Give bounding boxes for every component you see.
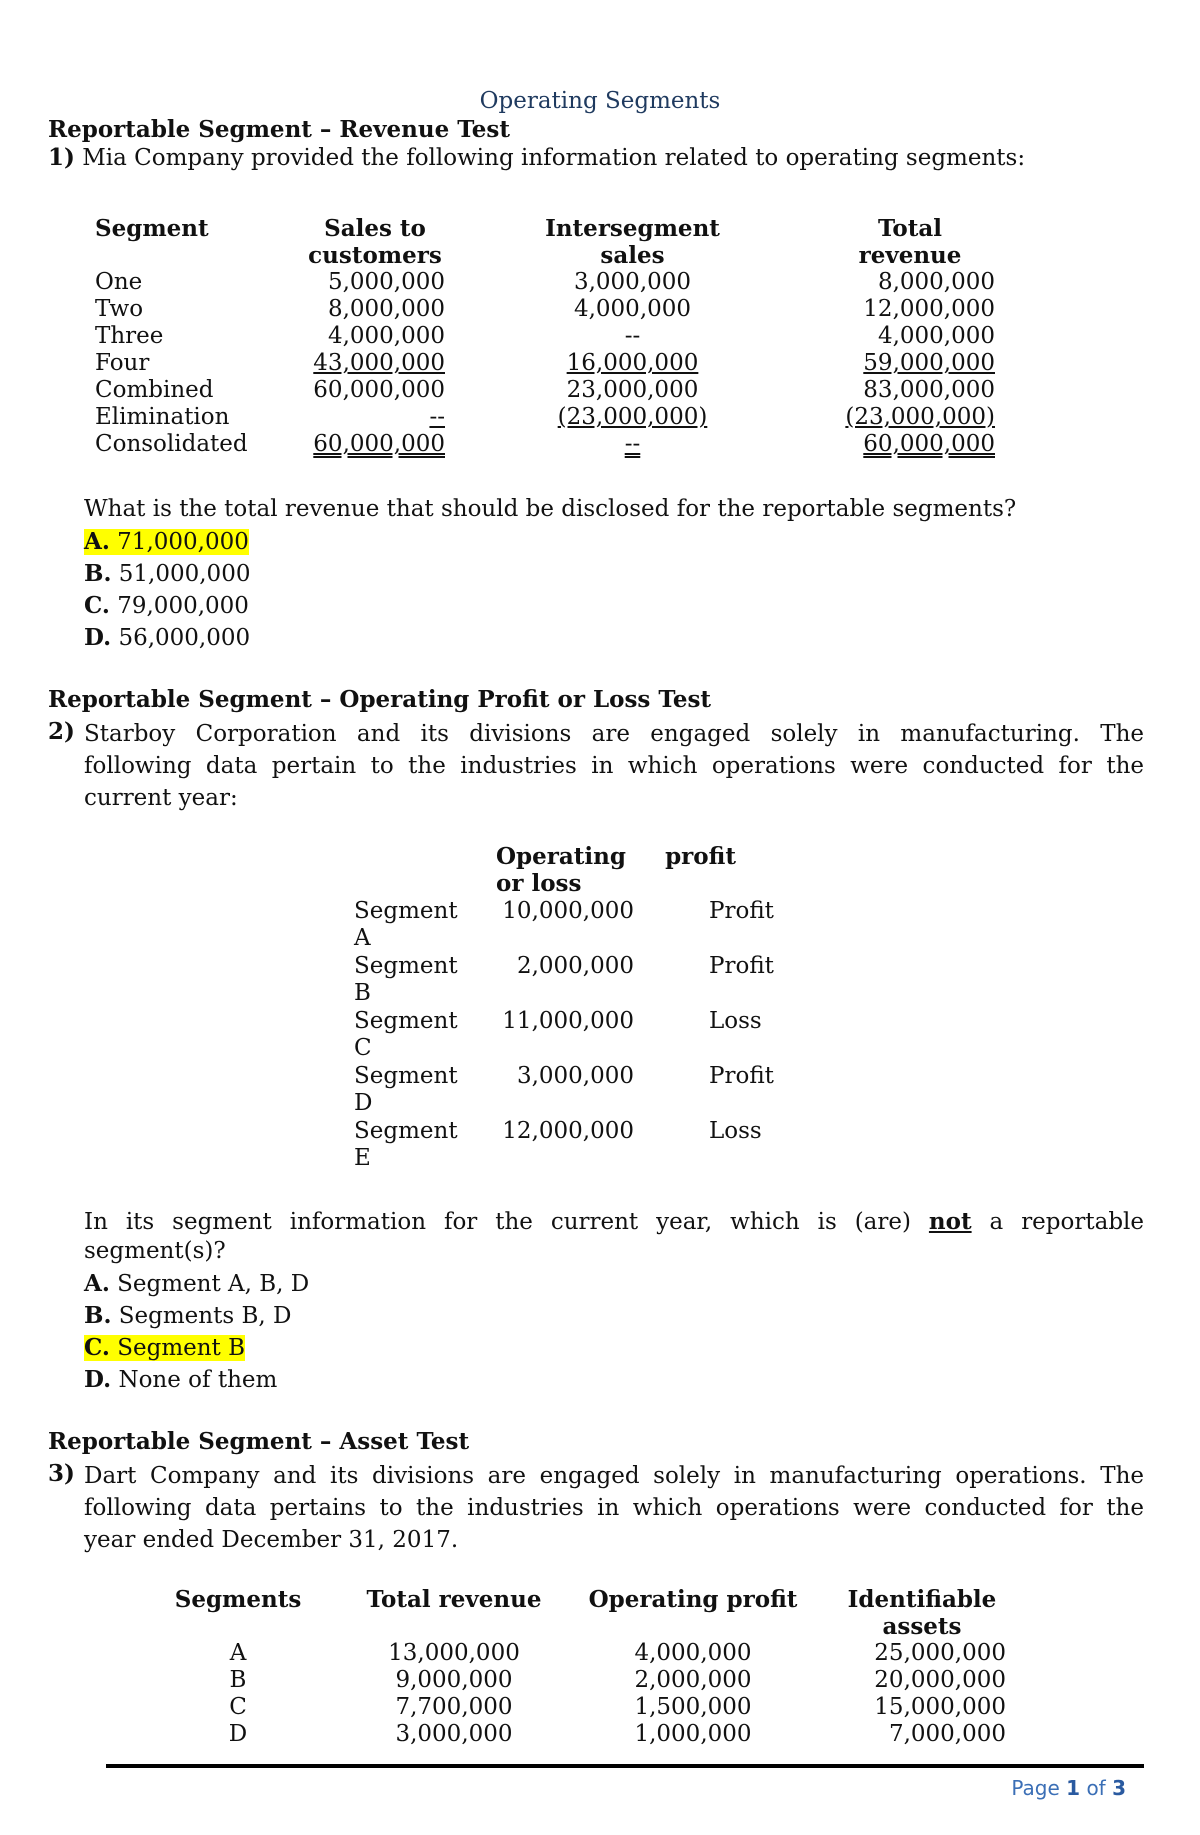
q3-cell-assets: 20,000,000 bbox=[874, 1667, 1006, 1693]
q1-cell-total: 4,000,000 bbox=[877, 323, 995, 349]
q3-col-assets: Identifiable assets bbox=[847, 1586, 997, 1640]
q1-cell-sales: 60,000,000 bbox=[313, 377, 445, 403]
q2-table bbox=[354, 898, 829, 1173]
footer-divider bbox=[106, 1764, 1144, 1768]
q2-cell-segment: Segment bbox=[354, 1063, 458, 1089]
q2-cell-type: Profit bbox=[709, 953, 774, 979]
q2-number bbox=[48, 718, 75, 745]
q1-cell-inter: 3,000,000 bbox=[573, 269, 692, 295]
option-text: Segments B, D bbox=[118, 1303, 292, 1329]
q2-cell-amount: 11,000,000 bbox=[502, 1008, 634, 1034]
q1-cell-total: (23,000,000) bbox=[845, 404, 995, 430]
q1-cell-total: 59,000,000 bbox=[863, 350, 995, 376]
q3-cell-assets: 15,000,000 bbox=[874, 1694, 1006, 1720]
q2-cell-segment: Segment bbox=[354, 1118, 458, 1144]
option-text: 79,000,000 bbox=[117, 593, 249, 619]
q1-cell-inter: 23,000,000 bbox=[566, 377, 699, 403]
q1-col-sales: Sales to customers bbox=[308, 215, 442, 269]
q3-cell-assets: 7,000,000 bbox=[888, 1721, 1006, 1747]
q3-cell-segment: C bbox=[229, 1694, 247, 1720]
option-letter: A. bbox=[84, 528, 110, 555]
table-row bbox=[95, 296, 995, 323]
q2-col-header: Operating profit or loss bbox=[496, 843, 736, 897]
table-row bbox=[95, 350, 995, 377]
table-row bbox=[95, 431, 995, 458]
q2-cell-segment-letter: E bbox=[354, 1145, 371, 1171]
q1-cell-inter: 4,000,000 bbox=[573, 296, 692, 322]
q2-cell-segment-letter: D bbox=[354, 1090, 373, 1116]
q2-text-line3: current year: bbox=[84, 785, 238, 811]
q1-table bbox=[95, 215, 995, 458]
q1-cell-segment: Two bbox=[95, 296, 144, 322]
q1-cell-sales: 4,000,000 bbox=[327, 323, 445, 349]
option-text: Segment B bbox=[117, 1335, 246, 1361]
q3-cell-profit: 1,000,000 bbox=[634, 1721, 752, 1747]
table-row bbox=[354, 898, 829, 953]
table-row bbox=[95, 323, 995, 350]
q3-cell-segment: D bbox=[228, 1721, 248, 1747]
q1-option-d[interactable] bbox=[84, 624, 250, 651]
table-row bbox=[95, 377, 995, 404]
table-row bbox=[354, 1118, 829, 1173]
q3-heading: Reportable Segment – Asset Test bbox=[48, 1428, 470, 1455]
q2-question-line2: segment(s)? bbox=[84, 1238, 226, 1264]
q2-cell-amount: 10,000,000 bbox=[502, 898, 634, 924]
page-number bbox=[1011, 1776, 1126, 1800]
q1-cell-inter: -- bbox=[624, 323, 641, 349]
q1-col-inter: Intersegment sales bbox=[545, 215, 720, 269]
q1-prompt bbox=[48, 144, 1025, 171]
q1-cell-sales: 8,000,000 bbox=[327, 296, 445, 322]
q3-number bbox=[48, 1460, 75, 1487]
q1-cell-segment: Elimination bbox=[95, 404, 230, 430]
option-letter: A. bbox=[84, 1270, 110, 1297]
option-letter: C. bbox=[84, 592, 110, 619]
q2-heading: Reportable Segment – Operating Profit or Loss Test bbox=[48, 686, 712, 713]
table-row bbox=[354, 1008, 829, 1063]
q1-cell-inter: (23,000,000) bbox=[557, 404, 708, 430]
q2-cell-type: Profit bbox=[709, 1063, 774, 1089]
q2-cell-segment-letter: B bbox=[354, 980, 371, 1006]
table-row bbox=[95, 269, 995, 296]
option-text: 51,000,000 bbox=[118, 561, 251, 587]
q2-cell-segment: Segment bbox=[354, 898, 458, 924]
q2-text-line2: following data pertain to the industries in which operations were conducted for the bbox=[84, 753, 1144, 779]
q2-cell-type: Profit bbox=[709, 898, 774, 924]
option-letter: C. bbox=[84, 1334, 110, 1361]
page-title: Operating Segments bbox=[479, 88, 721, 114]
option-letter: D. bbox=[84, 624, 112, 651]
q1-cell-sales: 60,000,000 bbox=[313, 431, 445, 457]
q3-cell-revenue: 3,000,000 bbox=[395, 1721, 513, 1747]
q3-cell-revenue: 7,700,000 bbox=[395, 1694, 513, 1720]
option-text: 71,000,000 bbox=[117, 529, 249, 555]
q3-cell-segment: B bbox=[229, 1667, 247, 1693]
q3-text-line1: Dart Company and its divisions are engaged solely in manufacturing operations. The bbox=[84, 1463, 1144, 1489]
q1-cell-total: 8,000,000 bbox=[877, 269, 995, 295]
q3-cell-profit: 4,000,000 bbox=[634, 1640, 752, 1666]
table-row bbox=[354, 953, 829, 1008]
q2-option-d[interactable] bbox=[84, 1366, 277, 1393]
q1-option-b[interactable] bbox=[84, 560, 250, 587]
q1-text: Mia Company provided the following information related to operating segments: bbox=[82, 145, 1026, 171]
q1-cell-total: 83,000,000 bbox=[863, 377, 995, 403]
q3-num: 3) bbox=[48, 1460, 75, 1487]
q3-col-segments: Segments bbox=[174, 1586, 302, 1613]
q3-cell-segment: A bbox=[229, 1640, 247, 1666]
q2-num: 2) bbox=[48, 718, 75, 745]
q1-cell-segment: Four bbox=[95, 350, 150, 376]
option-text: None of them bbox=[118, 1367, 278, 1393]
q1-cell-segment: Three bbox=[95, 323, 164, 349]
table-row bbox=[160, 1640, 1006, 1667]
q3-cell-profit: 1,500,000 bbox=[634, 1694, 752, 1720]
q2-cell-amount: 12,000,000 bbox=[502, 1118, 634, 1144]
q1-cell-total: 12,000,000 bbox=[863, 296, 995, 322]
table-row bbox=[160, 1721, 1006, 1748]
q2-question-part-a: In its segment information for the current year, which is (are) bbox=[84, 1209, 911, 1235]
q3-cell-revenue: 13,000,000 bbox=[388, 1640, 520, 1666]
q1-col-total: Total revenue bbox=[858, 215, 962, 269]
q2-option-c[interactable] bbox=[84, 1334, 245, 1361]
q2-text-line1: Starboy Corporation and its divisions are engaged solely in manufacturing. The bbox=[84, 721, 1144, 747]
q1-cell-inter: -- bbox=[624, 431, 641, 457]
q3-col-revenue: Total revenue bbox=[366, 1586, 542, 1613]
footer-of-word: of bbox=[1086, 1776, 1106, 1800]
q1-cell-segment: Combined bbox=[95, 377, 214, 403]
option-letter: B. bbox=[84, 560, 112, 587]
table-row bbox=[160, 1694, 1006, 1721]
footer-page-total: 3 bbox=[1112, 1776, 1126, 1800]
q1-col-segment: Segment bbox=[95, 215, 209, 242]
q2-question-part-b: a reportable bbox=[989, 1209, 1145, 1235]
q2-option-b[interactable] bbox=[84, 1302, 291, 1329]
option-text: 56,000,000 bbox=[118, 625, 251, 651]
q1-cell-segment: One bbox=[95, 269, 143, 295]
q1-cell-sales: -- bbox=[429, 404, 445, 430]
q1-cell-inter: 16,000,000 bbox=[566, 350, 699, 376]
q2-cell-segment-letter: A bbox=[354, 925, 371, 951]
q3-col-profit: Operating profit bbox=[588, 1586, 798, 1613]
footer-page-current: 1 bbox=[1066, 1776, 1081, 1800]
q1-heading: Reportable Segment – Revenue Test bbox=[48, 116, 510, 143]
q2-option-a[interactable] bbox=[84, 1270, 309, 1297]
q1-cell-sales: 43,000,000 bbox=[313, 350, 445, 376]
q2-question-line1 bbox=[84, 1206, 1144, 1238]
q3-cell-profit: 2,000,000 bbox=[634, 1667, 752, 1693]
option-text: Segment A, B, D bbox=[117, 1271, 310, 1297]
table-row bbox=[354, 1063, 829, 1118]
q3-cell-revenue: 9,000,000 bbox=[395, 1667, 513, 1693]
table-row bbox=[160, 1667, 1006, 1694]
q3-cell-assets: 25,000,000 bbox=[874, 1640, 1006, 1666]
q1-number: 1) bbox=[48, 144, 75, 171]
q3-table bbox=[160, 1586, 1006, 1748]
q2-cell-segment: Segment bbox=[354, 953, 458, 979]
q3-text-line2: following data pertains to the industries in which operations were conducted for the bbox=[84, 1495, 1144, 1521]
option-letter: D. bbox=[84, 1366, 112, 1393]
q1-cell-total: 60,000,000 bbox=[863, 431, 995, 457]
table-row bbox=[95, 404, 995, 431]
q2-cell-type: Loss bbox=[709, 1008, 762, 1034]
q2-cell-amount: 2,000,000 bbox=[516, 953, 634, 979]
q1-option-c[interactable] bbox=[84, 592, 249, 619]
option-letter: B. bbox=[84, 1302, 112, 1329]
footer-page-word: Page bbox=[1011, 1776, 1060, 1800]
q1-question: What is the total revenue that should be disclosed for the reportable segments? bbox=[84, 496, 1017, 522]
q2-cell-segment: Segment bbox=[354, 1008, 458, 1034]
q2-cell-amount: 3,000,000 bbox=[516, 1063, 634, 1089]
q2-cell-segment-letter: C bbox=[354, 1035, 372, 1061]
q2-cell-type: Loss bbox=[709, 1118, 762, 1144]
q3-text-line3: year ended December 31, 2017. bbox=[84, 1527, 459, 1553]
q1-option-a[interactable] bbox=[84, 528, 249, 555]
q1-cell-segment: Consolidated bbox=[95, 431, 248, 457]
q2-question-not: not bbox=[928, 1208, 972, 1235]
q1-cell-sales: 5,000,000 bbox=[327, 269, 445, 295]
